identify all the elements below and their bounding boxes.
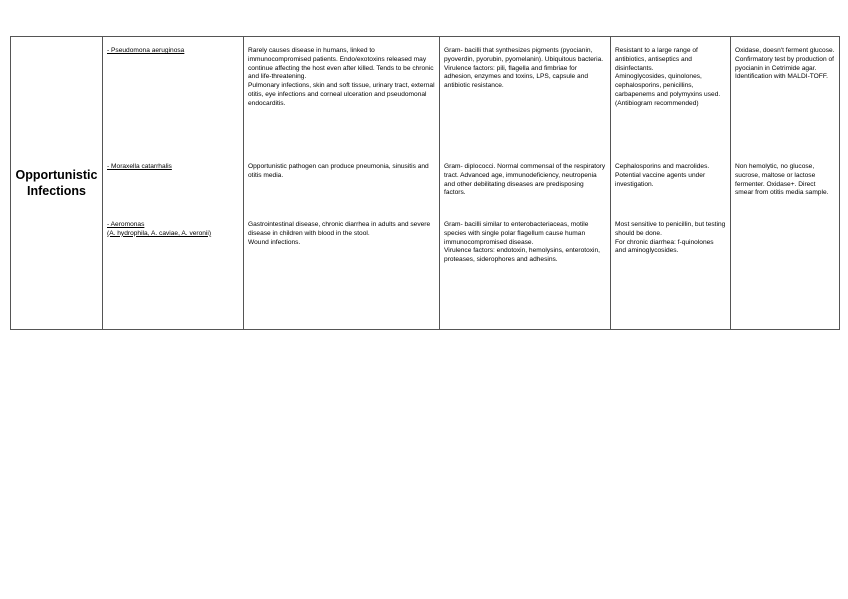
disease-text: Opportunistic pathogen can produce pneumonia, sinusitis and otitis media. <box>248 163 429 179</box>
treatment-cell <box>611 37 730 135</box>
treatment-cell <box>611 211 730 329</box>
treatment-text: Aminoglycosides, quinolones, cephalosporins, penicillins, carbapenems and polymyxins used. (Antibiogram recommended) <box>615 73 721 107</box>
diagnosis-cell <box>731 211 839 329</box>
organism-name: - Pseudomona aeruginosa <box>107 47 185 54</box>
category-cell <box>11 37 103 330</box>
disease-cell <box>244 37 439 135</box>
characteristics-text: Gram- bacilli that synthesizes pigments (pyocianin, pyoverdin, pyorubin, pyomelanin). Ubiquitous bacteria. <box>444 47 604 63</box>
category-label: Opportunistic Infections <box>15 168 98 198</box>
disease-text: Gastrointestinal disease, chronic diarrhea in adults and severe disease in children with blood in the stool. <box>248 221 431 237</box>
organism-cell <box>103 135 243 211</box>
characteristics-text: Gram- bacilli similar to enterobacteriaceas, motile species with single polar flagellum cause human immunocompromised disease. <box>444 221 589 246</box>
characteristics-cell <box>440 37 610 135</box>
treatment-text: Cephalosporins and macrolides. Potential vaccine agents under investigation. <box>615 163 710 188</box>
disease-column <box>244 37 440 330</box>
disease-text: Pulmonary infections, skin and soft tissue, urinary tract, external otitis, eye infections and corneal ulceration and pseudomonal endocarditis. <box>248 82 435 107</box>
infections-table <box>10 36 840 330</box>
disease-cell <box>244 135 439 211</box>
diagnosis-cell <box>731 135 839 211</box>
diagnosis-cell <box>731 37 839 135</box>
disease-text: Rarely causes disease in humans, linked to immunocompromised patients. Endo/exotoxins released may continue affecting the host even after killed. Tends to be chronic and life-threatening. <box>248 47 434 81</box>
disease-text: Wound infections. <box>248 238 301 246</box>
characteristics-column <box>440 37 611 330</box>
treatment-cell <box>611 135 730 211</box>
characteristics-cell <box>440 211 610 329</box>
organism-species: (A. hydrophila, A. caviae, A. veronii) <box>107 229 212 237</box>
diagnosis-column <box>731 37 840 330</box>
diagnosis-text: Oxidase, doesn't ferment glucose. Confirmatory test by production of pyocianin in Cetrimide agar. Identification with MALDI-TOFF. <box>735 47 835 81</box>
characteristics-text: Virulence factors: endotoxin, hemolysins, enterotoxin, proteases, siderophores and adhesins. <box>444 247 601 264</box>
organism-column <box>103 37 244 330</box>
organism-name: - Moraxella catarrhalis <box>107 163 172 170</box>
characteristics-text: Gram- diplococci. Normal commensal of the respiratory tract. Advanced age, immunodeficiency, neutropenia and other debilitating diseases are predisposing factors. <box>444 163 606 197</box>
characteristics-text: Virulence factors: pili, flagella and fimbriae for adhesion, enzymes and toxins, LPS, capsule and antibiotic resistance. <box>444 64 589 90</box>
diagnosis-text: Non hemolytic, no glucose, sucrose, maltose or lactose fermenter. Oxidase+. Direct smear from otitis media sample. <box>735 163 829 197</box>
treatment-text: Resistant to a large range of antibiotics, antiseptics and disinfectants. <box>615 47 698 72</box>
table-row <box>11 37 840 330</box>
disease-cell <box>244 211 439 329</box>
organism-cell <box>103 37 243 135</box>
organism-cell <box>103 211 243 329</box>
organism-name: - Aeromonas <box>107 221 145 228</box>
characteristics-cell <box>440 135 610 211</box>
treatment-text: Most sensitive to penicillin, but testing should be done. <box>615 221 726 237</box>
treatment-column <box>611 37 731 330</box>
treatment-text: For chronic diarrhea: f-quinolones and aminoglycosides. <box>615 238 714 255</box>
